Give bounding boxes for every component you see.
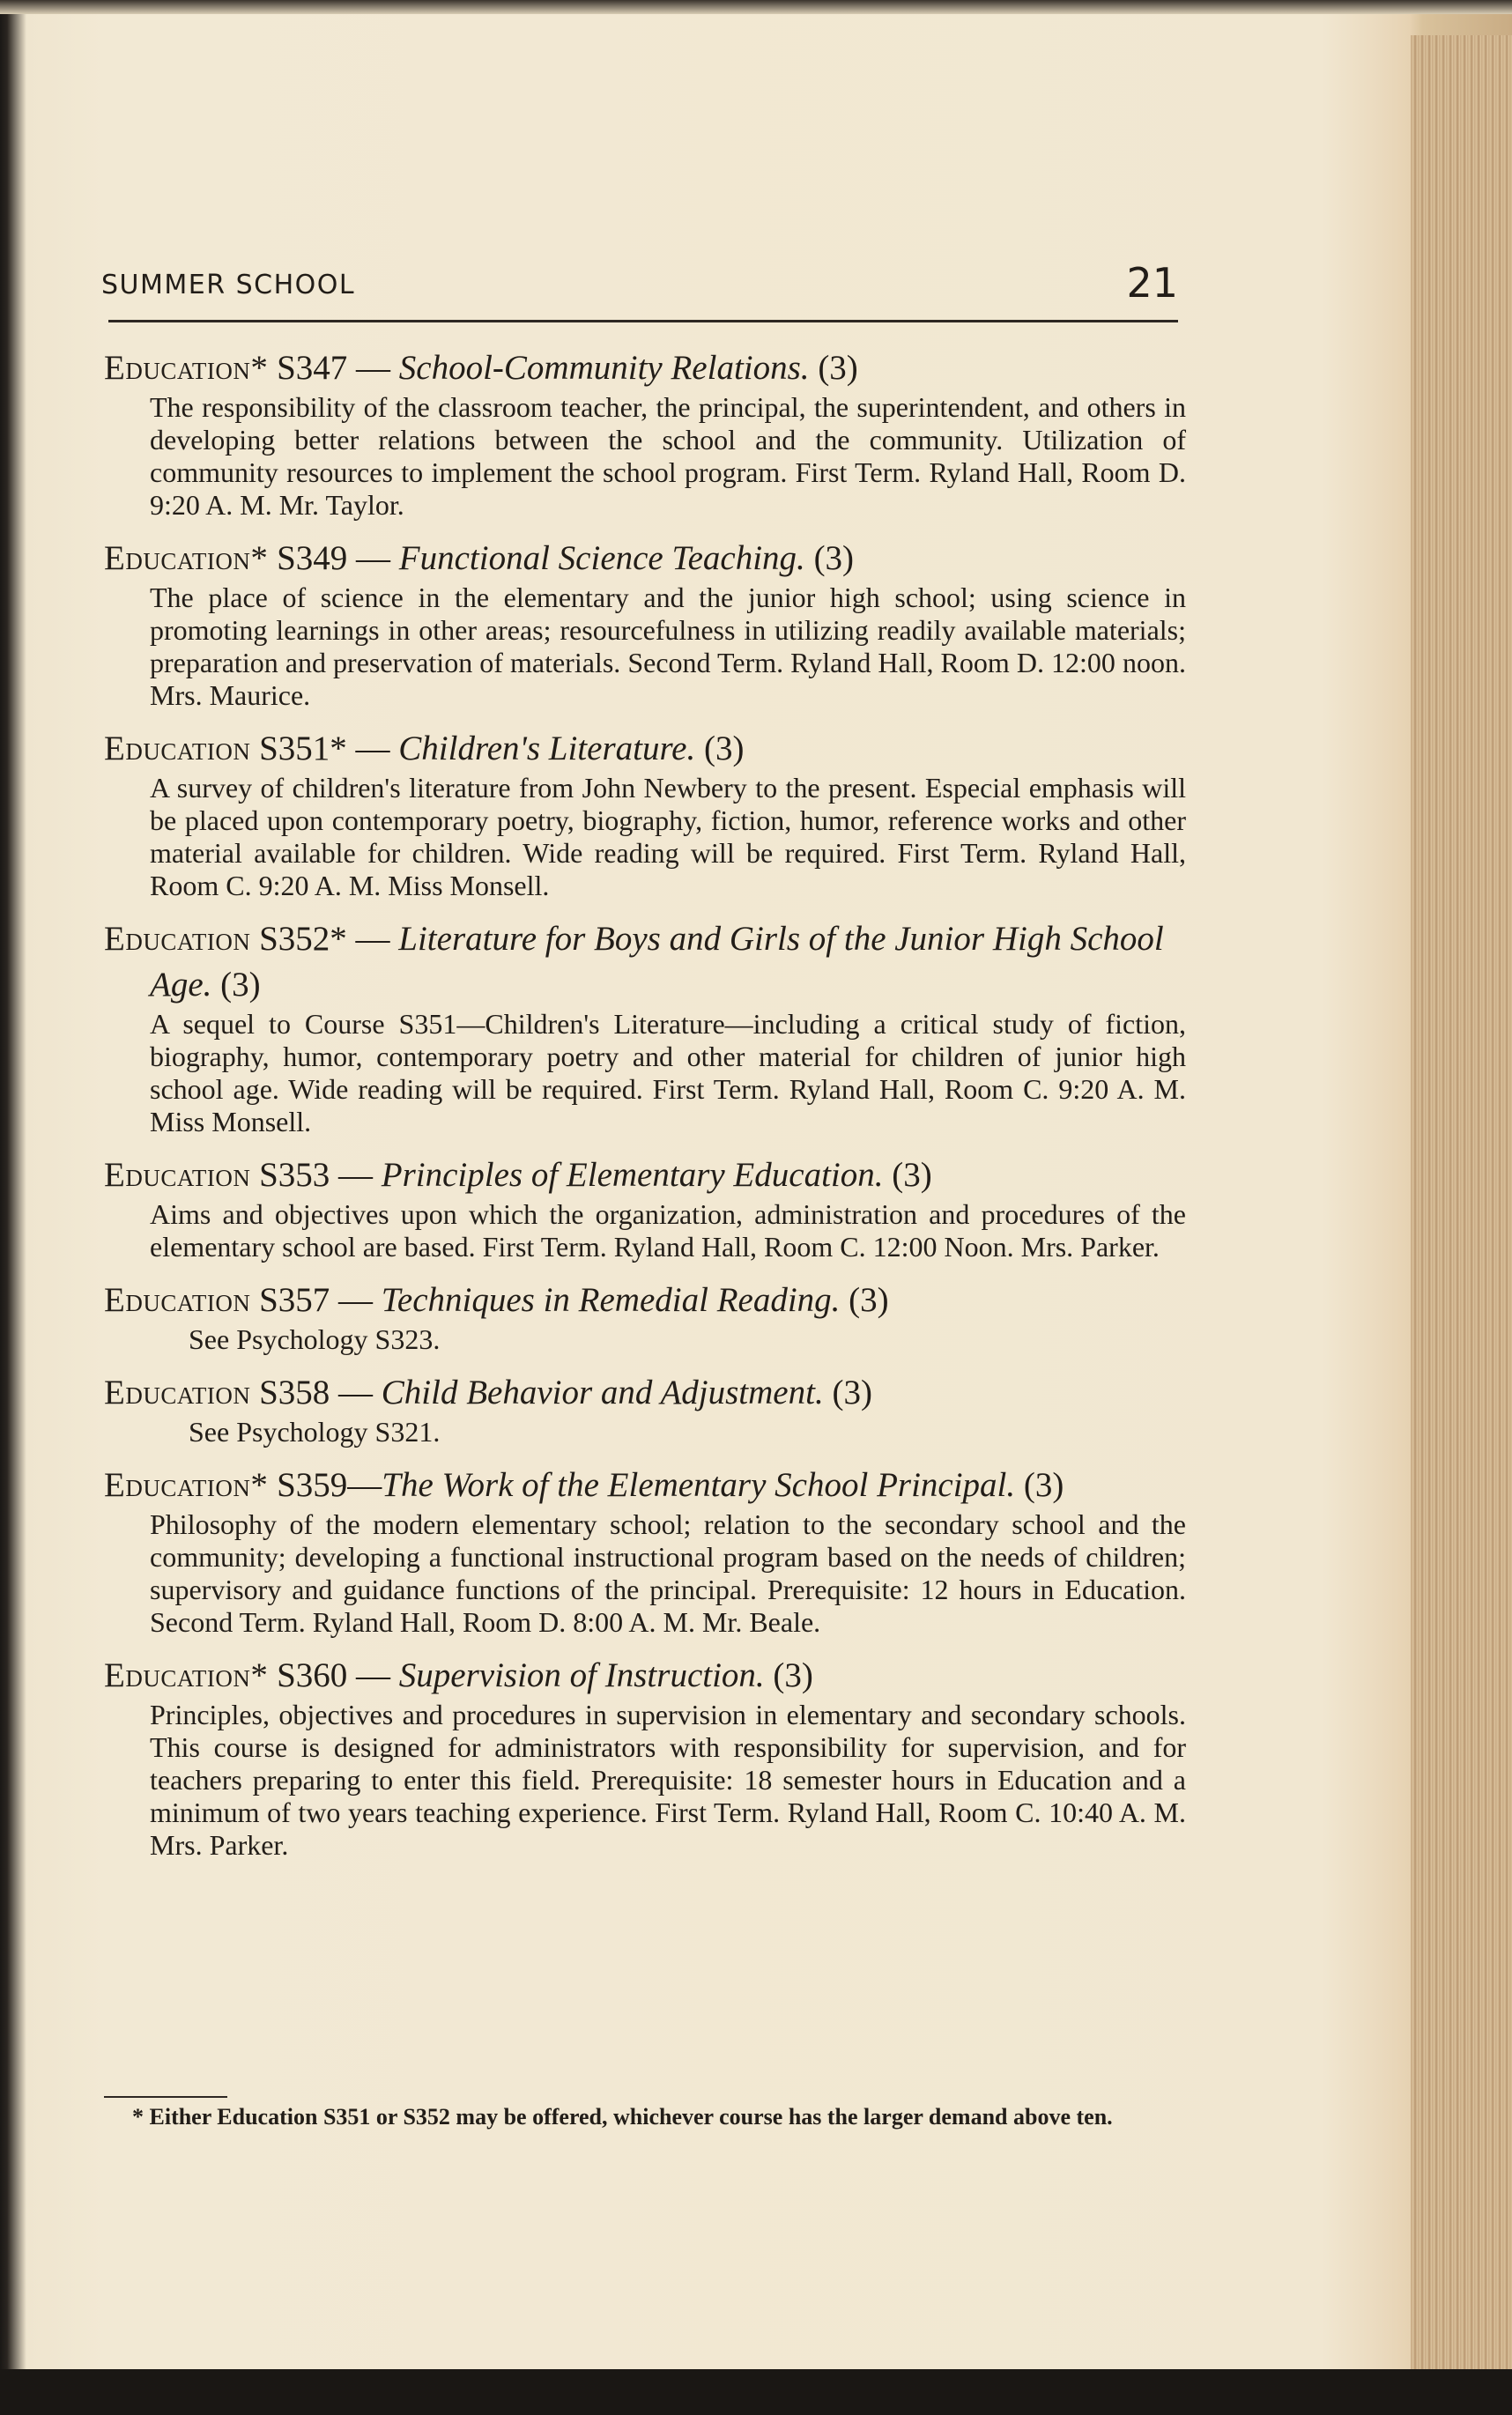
running-head <box>101 259 1178 307</box>
course-entry <box>104 916 1186 1138</box>
course-entry <box>104 1463 1186 1639</box>
page-number: 21 <box>1126 259 1178 307</box>
course-credits: (3) <box>823 1374 872 1411</box>
course-title: Techniques in Remedial Reading. <box>381 1281 841 1319</box>
course-title: Principles of Elementary Education. <box>381 1156 884 1194</box>
course-heading <box>104 1653 1186 1699</box>
course-credits: (3) <box>211 966 261 1004</box>
running-head-title: SUMMER SCHOOL <box>101 270 356 300</box>
course-description: A survey of children's literature from John Newbery to the present. Especial emphasis will be placed upon contemporary poetry, biography, fiction, humor, reference works and other material available for children. Wide reading will be required. First Term. Ryland Hall, Room C. 9:20 A. M. Miss Monsell. <box>150 772 1186 901</box>
course-description: The responsibility of the classroom teacher, the principal, the superintendent, and others in developing better relations between the school and the community. Utilization of community resources to implement the school program. First Term. Ryland Hall, Room D. 9:20 A. M. Mr. Taylor. <box>150 391 1186 521</box>
course-description: The place of science in the elementary and the junior high school; using science in promoting learnings in other areas; resourcefulness in utilizing readily available materials; preparation and preservation of materials. Second Term. Ryland Hall, Room D. 12:00 noon. Mrs. Maurice. <box>150 582 1186 711</box>
course-department: Education* <box>104 1656 269 1694</box>
course-credits: (3) <box>809 349 858 387</box>
course-department: Education* <box>104 1466 269 1504</box>
course-description: Philosophy of the modern elementary school; relation to the secondary school and the community; developing a functional instructional program based on the needs of children; supervisory and guidance functions of the principal. Prerequisite: 12 hours in Education. Second Term. Ryland Hall, Room D. 8:00 A. M. Mr. Beale. <box>150 1508 1186 1638</box>
course-credits: (3) <box>804 539 855 577</box>
course-code: S353 — <box>250 1156 382 1194</box>
course-department: Education <box>104 1374 251 1411</box>
bottom-edge <box>0 2369 1512 2415</box>
course-heading <box>104 1370 1186 1416</box>
course-credits: (3) <box>840 1281 889 1319</box>
course-title: School-Community Relations. <box>398 349 810 387</box>
course-title: Child Behavior and Adjustment. <box>381 1374 824 1411</box>
course-code: S349 — <box>268 539 399 577</box>
course-heading <box>104 345 1186 391</box>
course-description: A sequel to Course S351—Children's Literature—including a critical study of fiction, biography, humor, contemporary poetry and other material for children of junior high school age. Wide reading will be required. First Term. Ryland Hall, Room C. 9:20 A. M. Miss Monsell. <box>150 1008 1186 1137</box>
course-credits: (3) <box>764 1656 813 1694</box>
course-description: Aims and objectives upon which the organization, administration and procedures of the elementary school are based. First Term. Ryland Hall, Room C. 12:00 Noon. Mrs. Parker. <box>150 1198 1186 1263</box>
course-credits: (3) <box>695 730 745 767</box>
course-code: S347 — <box>268 349 399 387</box>
course-department: Education <box>104 1281 251 1319</box>
header-rule <box>108 320 1178 322</box>
course-title: Functional Science Teaching. <box>398 539 805 577</box>
course-code: S357 — <box>250 1281 382 1319</box>
course-code: S358 — <box>250 1374 382 1411</box>
course-entry <box>104 1152 1186 1263</box>
course-heading <box>104 726 1186 772</box>
course-department: Education* <box>104 539 269 577</box>
course-title: Literature for Boys and Girls of the Junior High School Age. <box>150 920 1164 1004</box>
course-title: Supervision of Instruction. <box>398 1656 765 1694</box>
footnote-rule <box>104 2096 227 2098</box>
course-credits: (3) <box>1015 1466 1064 1504</box>
course-entry <box>104 1653 1186 1862</box>
course-entry <box>104 1278 1186 1356</box>
footnote: * Either Education S351 or S352 may be offered, whichever course has the larger demand above ten. <box>132 2104 1113 2130</box>
course-department: Education <box>104 920 251 958</box>
course-department: Education <box>104 730 251 767</box>
course-description: See Psychology S323. <box>189 1323 441 1355</box>
course-department: Education <box>104 1156 251 1194</box>
top-page-edge <box>0 0 1512 14</box>
course-entry <box>104 1370 1186 1448</box>
course-entry <box>104 536 1186 712</box>
course-heading <box>104 1152 1186 1198</box>
course-heading <box>104 916 1186 1008</box>
course-credits: (3) <box>883 1156 932 1194</box>
course-title: Children's Literature. <box>398 730 696 767</box>
course-heading <box>104 536 1186 582</box>
course-list <box>104 345 1186 1876</box>
page-stack-edge <box>1411 35 1512 2370</box>
course-code: S351* — <box>250 730 399 767</box>
course-description: Principles, objectives and procedures in supervision in elementary and secondary schools. This course is designed for administrators with responsibility for supervision, and for teachers preparing to enter this field. Prerequisite: 18 semester hours in Education and a minimum of two years teaching experience. First Term. Ryland Hall, Room C. 10:40 A. M. Mrs. Parker. <box>150 1699 1186 1861</box>
course-code: S360 — <box>268 1656 399 1694</box>
course-heading <box>104 1278 1186 1323</box>
course-title: The Work of the Elementary School Principal. <box>382 1466 1016 1504</box>
course-code: S359— <box>268 1466 382 1504</box>
course-code: S352* — <box>250 920 399 958</box>
course-description: See Psychology S321. <box>189 1416 441 1448</box>
course-heading <box>104 1463 1186 1508</box>
course-entry <box>104 345 1186 522</box>
course-department: Education* <box>104 349 269 387</box>
course-entry <box>104 726 1186 902</box>
